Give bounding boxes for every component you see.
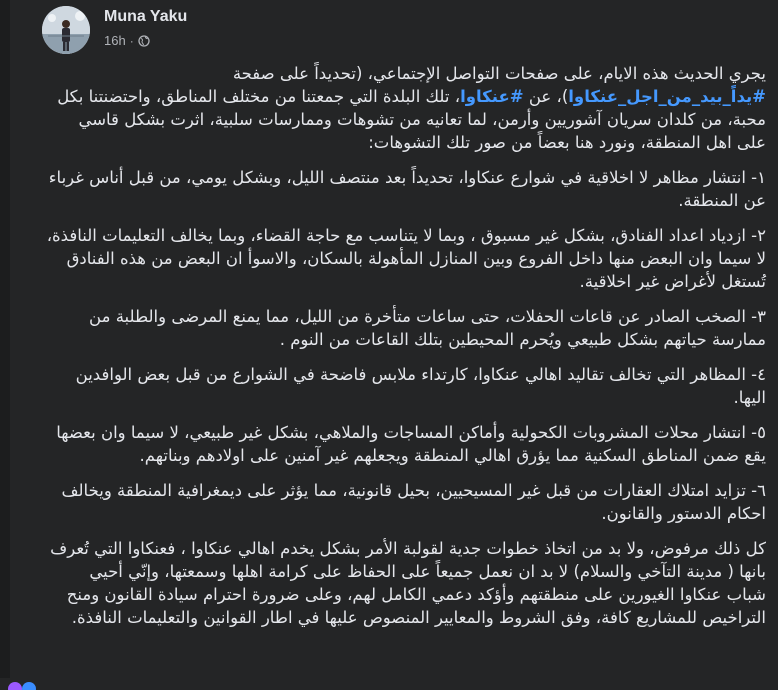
feed-edge (0, 0, 10, 690)
post-paragraph-6: ٦- تزايد امتلاك العقارات من قبل غير المسيحيين، بحيل قانونية، مما يؤثر على ديمغرافية المنطقة ويخالف احكام الدستور والقانون. (61, 481, 766, 523)
hashtag-link[interactable]: #يداً_بيد_من_اجل_عنكاوا (568, 87, 766, 106)
author-name[interactable]: Muna Yaku (104, 8, 188, 25)
post-paragraph-4: ٤- المظاهر التي تخالف تقاليد اهالي عنكاوا، كارتداء ملابس فاضحة في الشوارع من قبل بعض الوافدين اليها. (75, 365, 766, 407)
intro-text-mid: )، عن (523, 87, 569, 106)
avatar[interactable] (42, 6, 90, 54)
post-paragraph-1: ١- انتشار مظاهر لا اخلاقية في شوارع عنكاوا، تحديداً بعد منتصف الليل، وبشكل يومي، من قبل أناس غرباء عن المنطقة. (48, 168, 766, 210)
reaction-icon[interactable] (8, 682, 22, 690)
post-paragraph-intro (46, 62, 766, 154)
reaction-icon[interactable] (22, 682, 36, 690)
hashtag-link[interactable]: #عنكاوا (460, 87, 524, 106)
intro-text-before: يجري الحديث هذه الايام، على صفحات التواصل الإجتماعي، (تحديداً على صفحة (232, 64, 766, 83)
reactions-strip (0, 678, 778, 690)
post-time[interactable]: 16h (104, 33, 126, 48)
post-meta (104, 33, 150, 48)
meta-separator: · (129, 33, 134, 48)
post-paragraph-5: ٥- انتشار محلات المشروبات الكحولية وأماكن المساجات والملاهي، بشكل غير طبيعي، لا سيما وان بعضها يقع ضمن المناطق السكنية مما يؤرق اهالي المنطقة ويجعلهم غير آمنين على اولادهم وبناتهم. (56, 423, 766, 465)
globe-icon[interactable] (138, 35, 150, 47)
post-paragraph-7: كل ذلك مرفوض، ولا بد من اتخاذ خطوات جدية لقولبة الأمر بشكل يخدم اهالي عنكاوا ، فعنكاوا التي تُعرف بانها ( مدينة التآخي والسلام) لا بد ان نعمل جميعاً على الحفاظ على كرامة اهلها وسمعتها، وإنّي أحيي شباب عنكاوا الغيورين على منطقتهم وأؤكد دعمي الكامل لهم، وعلى ضرورة احترام سيادة القانون ومنح التراخيص للمشاريع كافة، وفق الشروط والمعايير المنصوص عليها في اطار القوانين والتعليمات النافذة. (50, 539, 766, 627)
post-body (46, 62, 766, 641)
post-paragraph-2: ٢- ازدياد اعداد الفنادق، بشكل غير مسبوق ، وبما لا يتناسب مع حاجة القضاء، وبما يخالف التعليمات النافذة، لا سيما وان البعض منها داخل الفروع وبين المنازل المأهولة بالسكان، والاسوأ ان البعض من هذه الفنادق تُستغل لأغراض غير اخلاقية. (46, 226, 766, 291)
intro-text-after: ، تلك البلدة التي جمعتنا من مختلف المناطق، واحتضنتنا بكل محبة، من كلدان سريان آشوريين وأرمن، لما تعانيه من تشوهات وممارسات سلبية، اثرت بشكل قاسي على اهل المنطقة، ونورد هنا بعضاً من صور تلك التشوهات: (57, 87, 766, 152)
post-paragraph-3: ٣- الصخب الصادر عن قاعات الحفلات، حتى ساعات متأخرة من الليل، مما يمنع المرضى والطلبة من ممارسة حياتهم بشكل طبيعي ويُحرم المحيطين بتلك القاعات من النوم . (89, 307, 766, 349)
